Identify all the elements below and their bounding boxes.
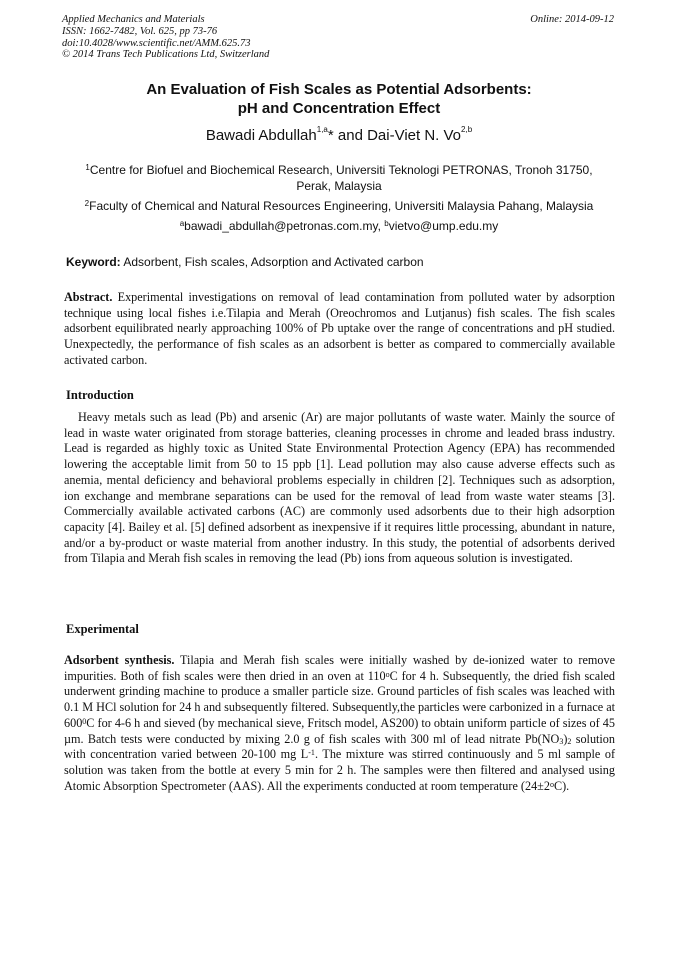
affiliation-2-number: 2 xyxy=(84,199,90,208)
email-b-mark: b xyxy=(384,219,389,228)
title-line-2: pH and Concentration Effect xyxy=(237,100,441,117)
title-line-1: An Evaluation of Fish Scales as Potential Adsorbents: xyxy=(146,81,532,98)
issn-line: ISSN: 1662-7482, Vol. 625, pp 73-76 xyxy=(62,25,218,37)
exp-text-7: C). xyxy=(553,778,570,793)
degree-mark-3: o xyxy=(549,779,554,789)
author-2-affil: 2,b xyxy=(461,125,473,134)
author-1: Bawadi Abdullah xyxy=(205,127,317,144)
journal-name: Applied Mechanics and Materials xyxy=(62,14,205,25)
affiliation-2-text: Faculty of Chemical and Natural Resources Engineering, Universiti Malaysia Pahang, Malaysia xyxy=(89,199,594,213)
email-b: vietvo@ump.edu.my xyxy=(388,219,499,233)
abstract-label: Abstract. xyxy=(64,290,113,304)
online-date: Online: 2014-09-12 xyxy=(530,14,614,25)
author-2: Dai-Viet N. Vo xyxy=(367,127,462,144)
affiliation-1-line-1: Centre for Biofuel and Biochemical Research, Universiti Teknologi PETRONAS, Tronoh 31750, xyxy=(89,163,593,177)
author-connector: and xyxy=(333,127,368,144)
introduction-heading: Introduction xyxy=(66,388,134,402)
introduction-paragraph: Heavy metals such as lead (Pb) and arsenic (Ar) are major pollutants of waste water. Mainly the source of lead in waste water originated from storage batteries, cleaning processes in chrome and leaded brass industry. Lead is regarded as highly toxic as United State Environmental Protection Agency (EPA) has recommended lowering the acceptable limit from 50 to 15 ppb [1]. Lead pollution may also cause adverse effects such as anemia, mental deficiency and behavioral problems especially in children [2]. Techniques such as adsorption, ion exchange and membrane separations can be used for the removal of lead from waste water steams [3]. Commercially available activated carbons (AC) are commonly used adsorbents due to their high adsorption capacity [4]. Bailey et al. [5] defined adsorbent as inexpensive if it requires little processing, abundant in nature, and/or a by-product or waste material from another industry. In this study, the potential of adsorbents derived from Tilapia and Merah fish scales in removing the lead (Pb) ions from aqueous solution is investigated. xyxy=(64,410,615,566)
superscript-minus-1: -1 xyxy=(308,748,315,758)
subscript-2: 2 xyxy=(567,736,572,746)
paper-title xyxy=(62,80,616,118)
corresponding-mark: * xyxy=(327,127,334,144)
degree-mark-2: 0 xyxy=(82,716,87,726)
author-1-affil: 1,a xyxy=(316,125,328,134)
degree-mark-1: o xyxy=(385,669,390,679)
keywords xyxy=(66,255,424,269)
author-emails xyxy=(62,218,616,234)
experimental-heading: Experimental xyxy=(66,622,139,636)
exp-text-5: solution with concentration varied between 20-100 mg L xyxy=(64,731,615,762)
exp-text-1: Tilapia and Merah fish scales were initially washed by de-ionized water to remove impurities. Both of fish scales were then dried in an oven at 110 xyxy=(64,653,615,683)
adsorbent-synthesis-label: Adsorbent synthesis. xyxy=(64,653,175,667)
affiliation-2 xyxy=(62,198,616,214)
subscript-3: 3 xyxy=(559,736,564,746)
experimental-paragraph xyxy=(64,653,615,794)
journal-header xyxy=(62,14,269,61)
keywords-text: Adsorbent, Fish scales, Adsorption and Activated carbon xyxy=(120,255,424,269)
affiliation-1-line-2: Perak, Malaysia xyxy=(296,179,382,193)
exp-text-4: ) xyxy=(563,731,568,746)
exp-text-6: . The mixture was stirred continuously and 5 ml sample of solution was taken from the bottle at every 5 min for 2 h. The samples were then filtered and analysed using Atomic Absorption Spectrometer (AAS). All the experiments conducted at room temperature (24±2 xyxy=(64,747,616,793)
doi-line: doi:10.4028/www.scientific.net/AMM.625.73 xyxy=(62,37,251,49)
copyright-line: © 2014 Trans Tech Publications Ltd, Switzerland xyxy=(62,49,270,61)
author-line xyxy=(62,127,616,144)
abstract-text: Experimental investigations on removal of lead contamination from polluted water by adsorption technique using local fishes i.e.Tilapia and Merah (Oreochromos and Lutjanus) fish scales. The fish scales adsorbent equilibrated nearly approaching 100% of Pb uptake over the range of concentrations and pH studied. Unexpectedly, the performance of fish scales as an adsorbent is better as compared to commercially available activated carbon. xyxy=(64,290,615,367)
affiliation-1 xyxy=(62,162,616,194)
abstract-paragraph xyxy=(64,290,615,369)
exp-text-2: C for 4 h. Subsequently, the dried fish scaled underwent grinding machine to produce a smaller particle size. Ground particles of fish scales was leached with 0.1 M HCl solution for 24 h and subsequently filtered. Subsequently,the particles were carbonized in a furnace at 600 xyxy=(64,668,615,730)
email-a-mark: a xyxy=(179,219,185,228)
exp-text-3: C for 4-6 h and sieved (by mechanical sieve, Fritsch model, AS200) to obtain uniform particle of sizes of 45 µm. Batch tests were conducted by mixing 2.0 g of fish scales with 300 ml of lead nitrate Pb(NO xyxy=(64,715,615,746)
email-a: bawadi_abdullah@petronas.com.my, xyxy=(184,219,385,233)
keywords-label: Keyword: xyxy=(66,255,121,269)
affiliation-1-number: 1 xyxy=(85,163,90,172)
